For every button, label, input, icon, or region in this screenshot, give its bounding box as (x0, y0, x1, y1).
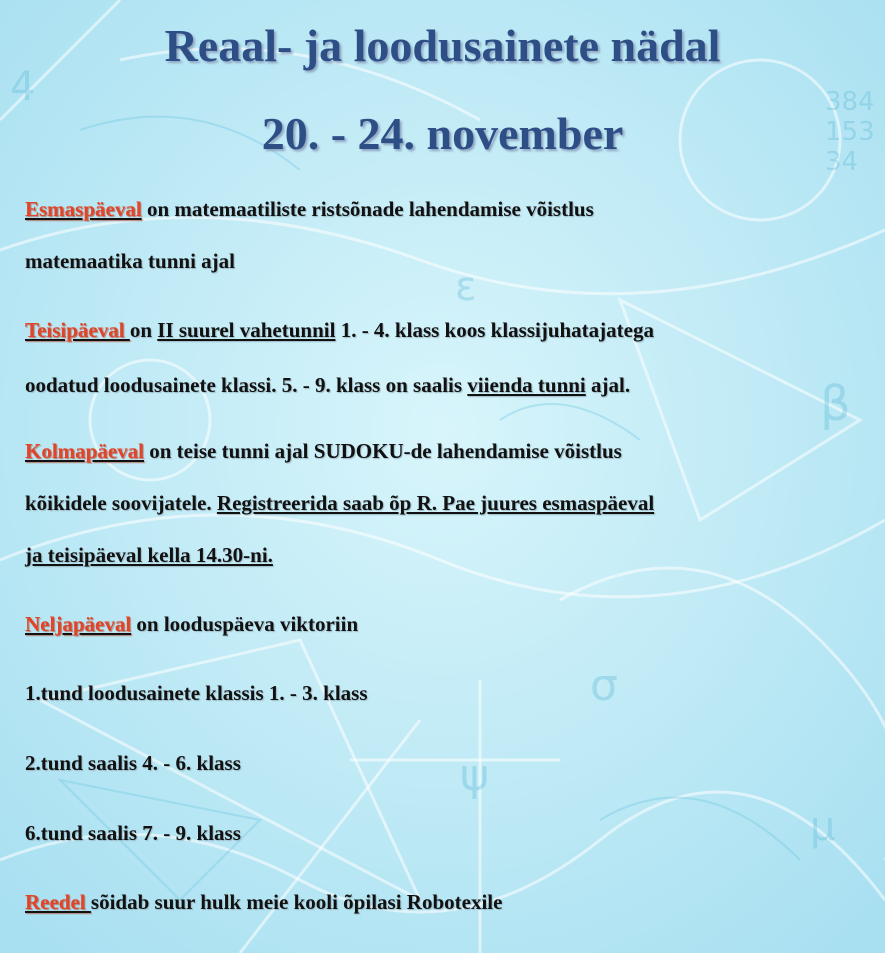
tuesday-label: Teisipäeval (25, 318, 130, 342)
tuesday-line-2 (25, 372, 630, 398)
svg-text:β: β (820, 376, 851, 432)
tuesday-line-1 (25, 317, 654, 343)
svg-text:384: 384 (825, 87, 875, 117)
wednesday-line-3 (25, 542, 273, 568)
svg-text:μ: μ (810, 804, 836, 850)
wednesday-text-1: on teise tunni ajal SUDOKU-de lahendamise võistlus (144, 439, 622, 463)
tuesday-text-1b: 1. - 4. klass koos klassijuhatajatega (335, 318, 654, 342)
wednesday-line-2 (25, 490, 654, 516)
svg-text:34: 34 (825, 147, 859, 177)
monday-text-1: on matemaatiliste ristsõnade lahendamise võistlus (141, 197, 594, 221)
svg-text:4: 4 (10, 64, 36, 110)
svg-text:ψ: ψ (460, 750, 490, 801)
page-title: Reaal- ja loodusainete nädal (164, 20, 721, 71)
tuesday-text-2a: oodatud loodusainete klassi. 5. - 9. klass on saalis (25, 373, 468, 397)
svg-text:σ: σ (590, 660, 618, 711)
thursday-line-1 (25, 611, 358, 637)
break-label: II suurel vahetunnil (157, 318, 336, 342)
thursday-text-1: on looduspäeva viktoriin (131, 612, 359, 636)
friday-label: Reedel (25, 890, 91, 914)
schedule-item: 2.tund saalis 4. - 6. klass (25, 751, 241, 775)
registration-info-2: ja teisipäeval kella 14.30-ni. (25, 543, 273, 567)
thursday-label: Neljapäeval (25, 612, 132, 636)
lesson-label: viienda tunni (467, 373, 586, 397)
svg-text:153: 153 (825, 117, 875, 147)
svg-text:ε: ε (455, 264, 477, 310)
monday-line-2 (25, 248, 235, 274)
schedule-item: 6.tund saalis 7. - 9. klass (25, 821, 241, 845)
monday-text-2: matemaatika tunni ajal (25, 249, 235, 273)
monday-line-1 (25, 196, 594, 222)
registration-info-1: Registreerida saab õp R. Pae juures esmaspäeval (216, 491, 655, 515)
wednesday-label: Kolmapäeval (25, 439, 144, 463)
friday-line-1 (25, 889, 502, 915)
schedule-item: 1.tund loodusainete klassis 1. - 3. klass (25, 681, 368, 705)
tuesday-text-2b: ajal. (585, 373, 631, 397)
monday-label: Esmaspäeval (25, 197, 142, 221)
wednesday-line-1 (25, 438, 622, 464)
date-range: 20. - 24. november (261, 108, 624, 159)
wednesday-text-2a: kõikidele soovijatele. (25, 491, 217, 515)
friday-text-1: sõidab suur hulk meie kooli õpilasi Robotexile (90, 890, 503, 914)
tuesday-text-1a: on (129, 318, 158, 342)
